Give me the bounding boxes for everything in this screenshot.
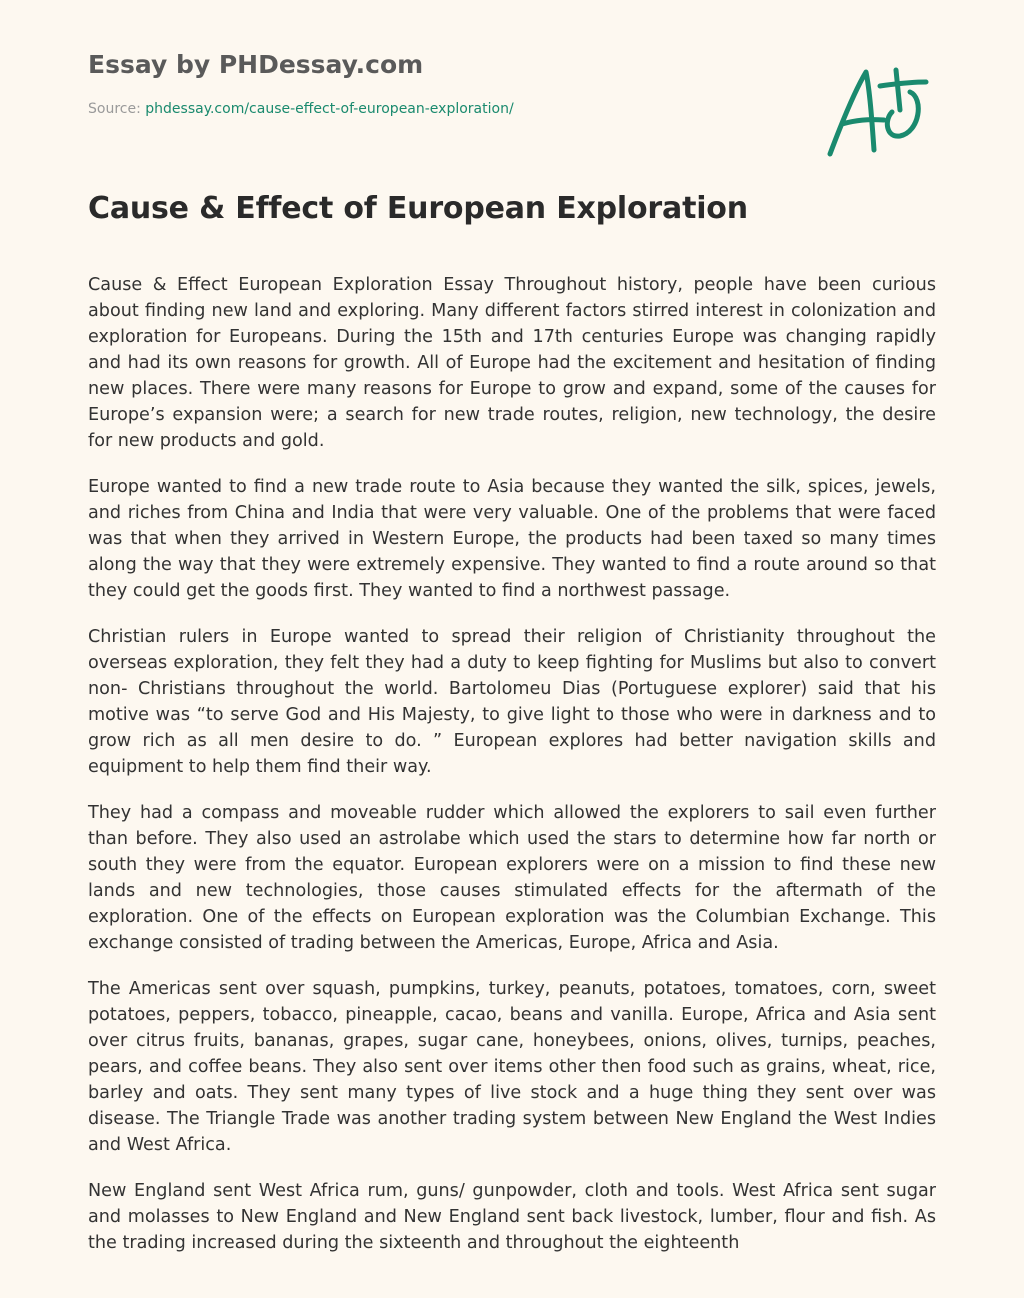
essay-paragraph: Christian rulers in Europe wanted to spread their religion of Christianity throughout the overseas exploration, they felt they had a duty to keep fighting for Muslims but also to convert non- Christians throughout the world. Bartolomeu Dias (Portuguese explorer) said that his motive was “to serve God and His Majesty, to give light to those who were in darkness and to grow rich as all men desire to do. ” European explores had better navigation skills and equipment to help them find their way. xyxy=(88,627,936,777)
essay-paragraph: New England sent West Africa rum, guns/ gunpowder, cloth and tools. West Africa sent sugar and molasses to New England and New England sent back livestock, lumber, flour and fish. As the trading increased during the sixteenth and throughout the eighteenth xyxy=(88,1181,936,1253)
essay-paragraph: The Americas sent over squash, pumpkins, turkey, peanuts, potatoes, tomatoes, corn, sweet potatoes, peppers, tobacco, pineapple, cacao, beans and vanilla. Europe, Africa and Asia sent over citrus fruits, bananas, grapes, sugar cane, honeybees, onions, olives, turnips, peaches, pears, and coffee beans. They also sent over items other then food such as grains, wheat, rice, barley and oats. They sent many types of live stock and a huge thing they sent over was disease. The Triangle Trade was another trading system between New England the West Indies and West Africa. xyxy=(88,979,936,1155)
essay-paragraph: They had a compass and moveable rudder which allowed the explorers to sail even further than before. They also used an astrolabe which used the stars to determine how far north or south they were from the equator. European explorers were on a mission to find these new lands and new technologies, those causes stimulated effects for the aftermath of the exploration. One of the effects on European exploration was the Columbian Exchange. This exchange consisted of trading between the Americas, Europe, Africa and Asia. xyxy=(88,803,936,953)
essay-paragraph: Europe wanted to find a new trade route to Asia because they wanted the silk, spices, jewels, and riches from China and India that were very valuable. One of the problems that were faced was that when they arrived in Western Europe, the products had been taxed so many times along the way that they were extremely expensive. They wanted to find a route around so that they could get the goods first. They wanted to find a northwest passage. xyxy=(88,477,936,601)
essay-title: Cause & Effect of European Exploration xyxy=(88,191,748,226)
site-brand: Essay by PHDessay.com xyxy=(88,50,424,79)
essay-body xyxy=(88,272,936,1276)
source-line xyxy=(88,101,514,117)
source-link[interactable]: phdessay.com/cause-effect-of-european-exploration/ xyxy=(145,101,514,117)
a-plus-grade-icon xyxy=(822,62,932,162)
essay-paragraph: Cause & Effect European Exploration Essay Throughout history, people have been curious about finding new land and exploring. Many different factors stirred interest in colonization and exploration for Europeans. During the 15th and 17th centuries Europe was changing rapidly and had its own reasons for growth. All of Europe had the excitement and hesitation of finding new places. There were many reasons for Europe to grow and expand, some of the causes for Europe’s expansion were; a search for new trade routes, religion, new technology, the desire for new products and gold. xyxy=(88,275,936,451)
source-label: Source: xyxy=(88,101,146,117)
